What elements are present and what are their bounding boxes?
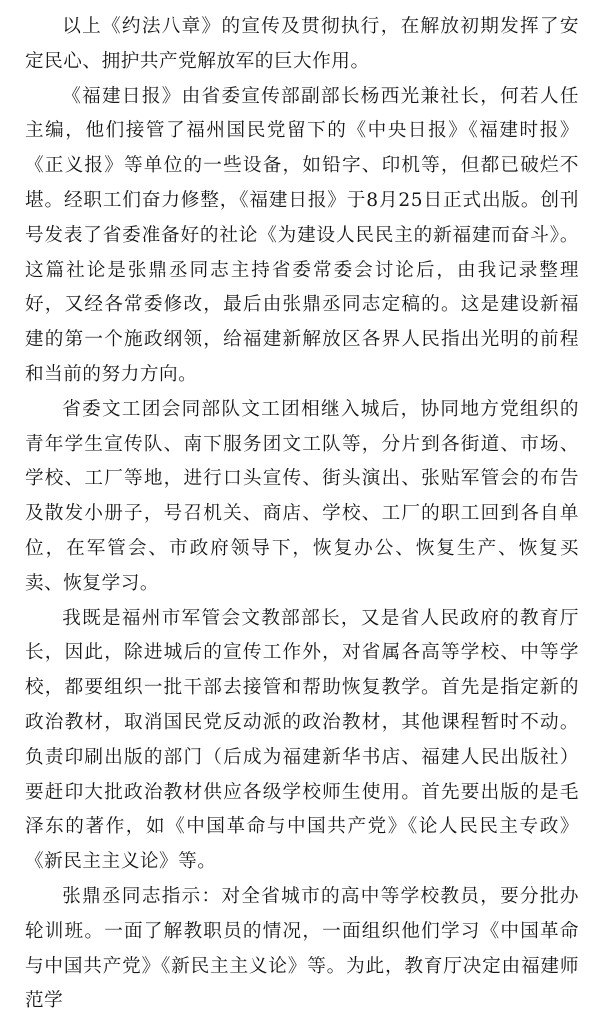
- paragraph-law-propaganda: 以上《约法八章》的宣传及贯彻执行，在解放初期发挥了安定民心、拥护共产党解放军的巨大作用。: [25, 16, 579, 72]
- paragraph-art-troupe: 省委文工团会同部队文工团相继入城后，协同地方党组织的青年学生宣传队、南下服务团文工队等，分片到各街道、市场、学校、工厂等地，进行口头宣传、街头演出、张贴军管会的布告及散发小册子，号召机关、商店、学校、工厂的职工回到各自单位，在军管会、市政府领导下，恢复办公、恢复生产、恢复买卖、恢复学习。: [25, 398, 579, 594]
- paragraph-fujian-daily: 《福建日报》由省委宣传部副部长杨西光兼社长，何若人任主编，他们接管了福州国民党留下的《中央日报》《福建时报》《正义报》等单位的一些设备，如铅字、印机等，但都已破烂不堪。经职工们奋力修整，《福建日报》于8月25日正式出版。创刊号发表了省委准备好的社论《为建设人民民主的新福建而奋斗》。这篇社论是张鼎丞同志主持省委常委会讨论后，由我记录整理好，又经各常委修改，最后由张鼎丞同志定稿的。这是建设新福建的第一个施政纲领，给福建新解放区各界人民指出光明的前程和当前的努力方向。: [25, 85, 579, 385]
- paragraph-teacher-training: 张鼎丞同志指示：对全省城市的高中等学校教员，要分批办轮训班。一面了解教职员的情况，一面组织他们学习《中国革命与中国共产党》《新民主主义论》等。为此，教育厅决定由福建师范学: [25, 885, 579, 1012]
- document-page: [25, 10, 579, 1019]
- paragraph-education-dept: 我既是福州市军管会文教部部长，又是省人民政府的教育厅长，因此，除进城后的宣传工作外，对省属各高等学校、中等学校，都要组织一批干部去接管和帮助恢复教学。首先是指定新的政治教材，取消国民党反动派的政治教材，其他课程暂时不动。负责印刷出版的部门（后成为福建新华书店、福建人民出版社）要赶印大批政治教材供应各级学校师生使用。首先要出版的是毛泽东的著作，如《中国革命与中国共产党》《论人民民主专政》《新民主主义论》等。: [25, 607, 579, 873]
